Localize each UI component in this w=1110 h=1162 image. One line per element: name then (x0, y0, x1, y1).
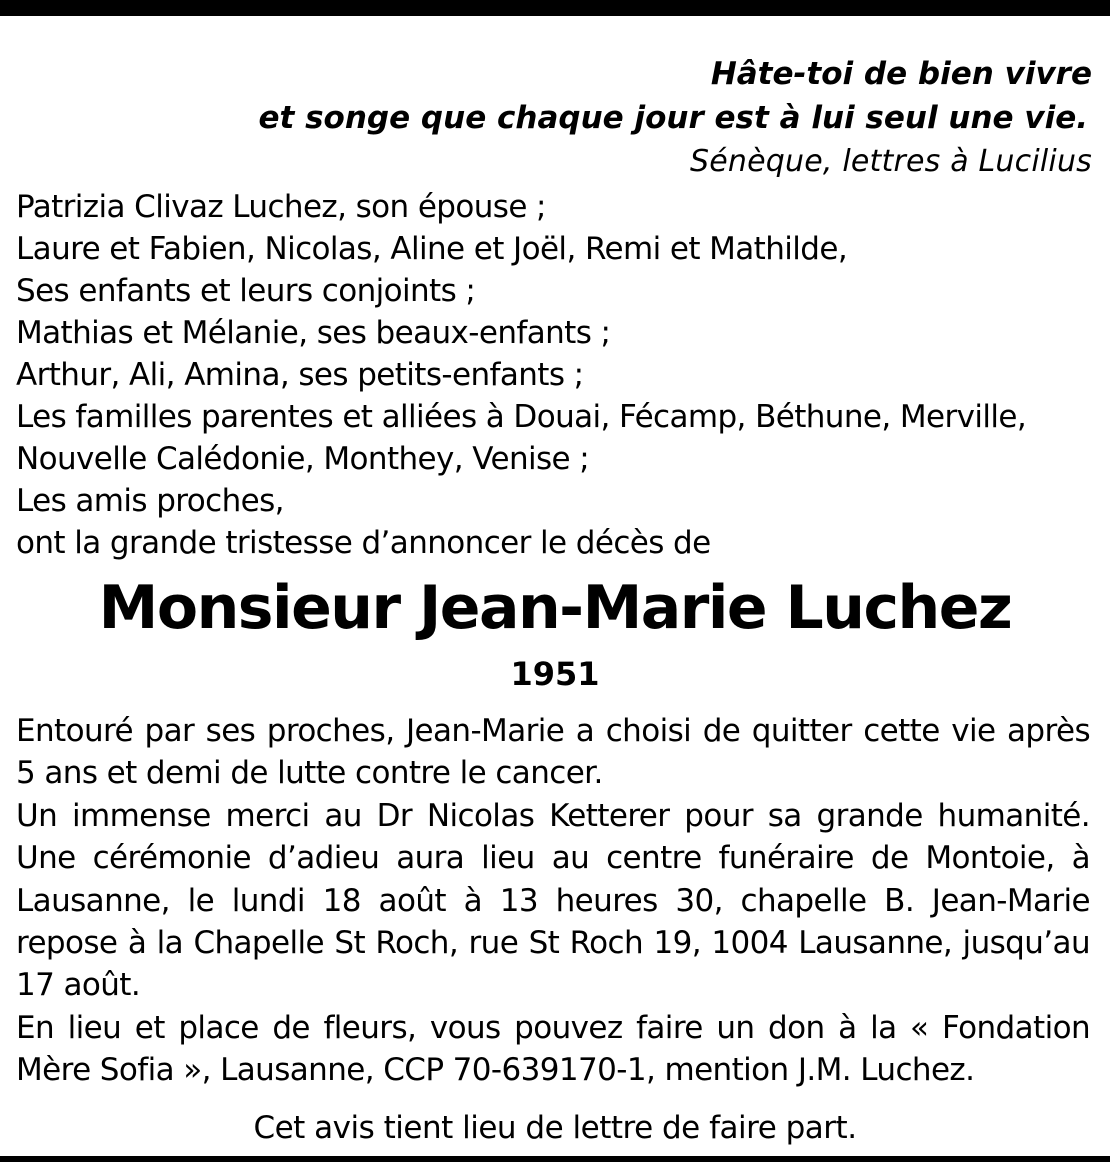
top-border-rule (0, 0, 1110, 16)
epigraph-quote (92, 52, 1092, 184)
quote-line-1: Hâte-toi de bien vivre (710, 56, 1092, 92)
mourners-list (16, 186, 1096, 564)
mourner-line: Patrizia Clivaz Luchez, son épouse ; (16, 189, 546, 225)
mourner-line: Les amis proches, (16, 483, 284, 519)
mourner-line: Les familles parentes et alliées à Douai, Fécamp, Béthune, Merville, (16, 399, 1027, 435)
announcement-line: ont la grande tristesse d’annoncer le décès de (16, 525, 711, 561)
closing-note: Cet avis tient lieu de lettre de faire part. (253, 1110, 857, 1146)
mourner-line: Ses enfants et leurs conjoints ; (16, 273, 476, 309)
mourner-line: Laure et Fabien, Nicolas, Aline et Joël, Remi et Mathilde, (16, 231, 848, 267)
body-paragraph: Entouré par ses proches, Jean-Marie a choisi de quitter cette vie après 5 ans et demi de lutte contre le cancer. (16, 713, 1090, 792)
quote-line-2: et songe que chaque jour est à lui seul une vie. (258, 100, 1088, 136)
mourner-line: Arthur, Ali, Amina, ses petits-enfants ; (16, 357, 584, 393)
birth-year: 1951 (510, 655, 600, 693)
mourner-line: Mathias et Mélanie, ses beaux-enfants ; (16, 315, 611, 351)
body-paragraph: Un immense merci au Dr Nicolas Ketterer pour sa grande humanité. Une cérémonie d’adieu aura lieu au centre funéraire de Montoie, à Lausanne, le lundi 18 août à 13 heures 30, chapelle B. Jean-Marie repose à la Chapelle St Roch, rue St Roch 19, 1004 Lausanne, jusqu’au 17 août. (16, 797, 1090, 1004)
bottom-border-rule (0, 1156, 1110, 1162)
mourner-line: Nouvelle Calédonie, Monthey, Venise ; (16, 441, 590, 477)
notice-body (16, 710, 1090, 1092)
quote-attribution: Sénèque, lettres à Lucilius (689, 144, 1092, 179)
body-paragraph: En lieu et place de fleurs, vous pouvez faire un don à la « Fondation Mère Sofia », Lausanne, CCP 70-639170-1, mention J.M. Luchez. (16, 1009, 1090, 1089)
deceased-name: Monsieur Jean-Marie Luchez (98, 573, 1012, 643)
